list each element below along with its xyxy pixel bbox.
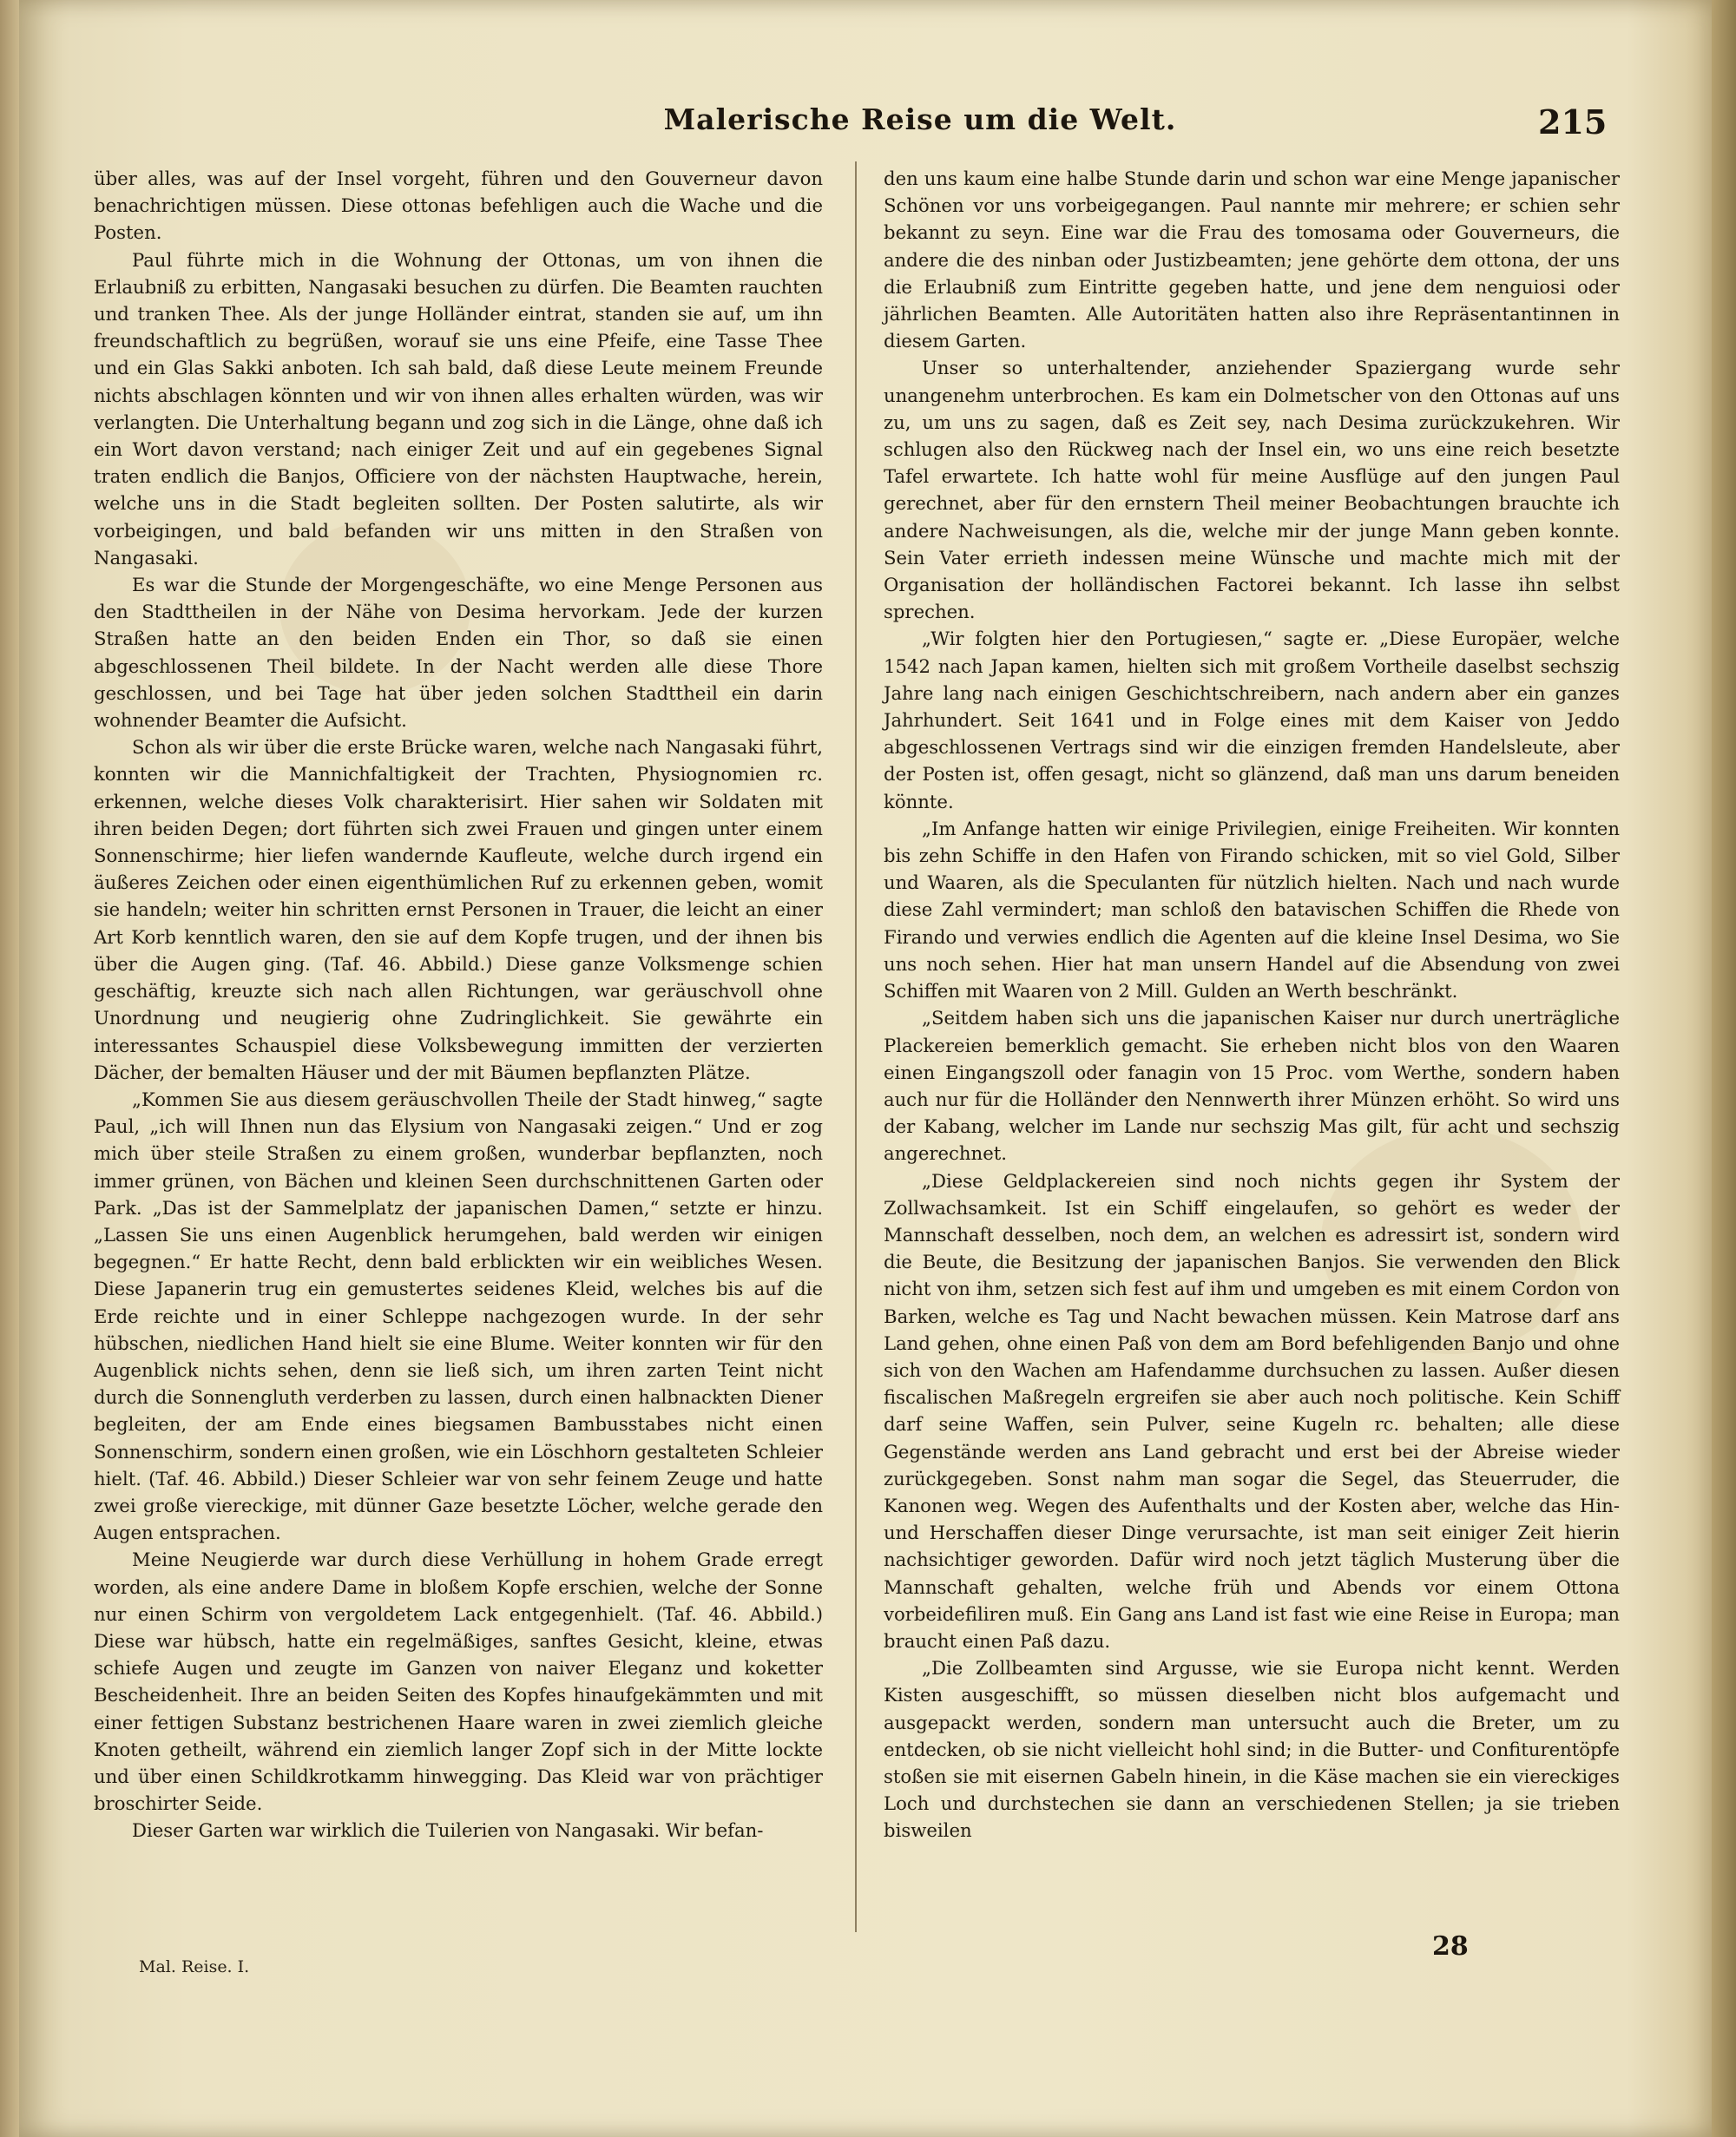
sheet-number: 28: [1432, 1931, 1469, 1962]
paragraph: Schon als wir über die erste Brücke waren, welche nach Nangasaki führt, konnten wir die Mannichfaltigkeit der Trachten, Physiognomien rc. erkennen, welche dieses Volk charakterisirt. Hier sahen wir Soldaten mit ihren beiden Degen; dort führten sich zwei Frauen und gingen unter einem Sonnenschirme; hier liefen wandernde Kaufleute, welche durch irgend ein äußeres Zeichen oder einen eigenthümlichen Ruf zu erkennen geben, womit sie handeln; weiter hin schritten ernst Personen in Trauer, die leicht an einer Art Korb kenntlich waren, den sie auf dem Kopfe trugen, und der ihnen bis über die Augen ging. (Taf. 46. Abbild.) Diese ganze Volksmenge schien geschäftig, kreuzte sich nach allen Richtungen, war geräuschvoll ohne Unordnung und neugierig ohne Zudringlichkeit. Sie gewährte ein interessantes Schauspiel diese Volksbewegung immitten der verzierten Dächer, der bemalten Häuser und der mit Bäumen bepflanzten Plätze.: [94, 736, 823, 1083]
paragraph: „Diese Geldplackereien sind noch nichts gegen ihr System der Zollwachsamkeit. Ist ein Schiff eingelaufen, so gehört es weder der Mannschaft desselben, noch dem, an welchen es adressirt ist, sondern wird die Beute, die Besitzung der japanischen Banjos. Sie verwenden den Blick nicht von ihm, setzen sich fest auf ihm und umgeben es mit einem Cordon von Barken, welche es Tag und Nacht bewachen müssen. Kein Matrose darf ans Land gehen, ohne einen Paß von dem am Bord befehligenden Banjo und ohne sich von den Wachen am Hafendamme durchsuchen zu lassen. Außer diesen fiscalischen Maßregeln ergreifen sie aber auch noch politische. Kein Schiff darf seine Waffen, sein Pulver, seine Kugeln rc. behalten; alle diese Gegenstände werden ans Land gebracht und erst bei der Abreise wieder zurückgegeben. Sonst nahm man sogar die Segel, das Steuerruder, die Kanonen weg. Wegen des Aufenthalts und der Kosten aber, welche das Hin- und Herschaffen dieser Dinge verursachte, ist man seit einiger Zeit hierin nachsichtiger geworden. Dafür wird noch jetzt täglich Musterung über die Mannschaft gehalten, welche früh und Abends vor einem Ottona vorbeidefiliren muß. Ein Gang ans Land ist fast wie eine Reise in Europa; man braucht einen Paß dazu.: [884, 1169, 1620, 1652]
paragraph: „Wir folgten hier den Portugiesen,“ sagte er. „Diese Europäer, welche 1542 nach Japan kamen, hielten sich mit großem Vortheile daselbst sechszig Jahre lang nach einigen Geschichtschreibern, nach andern aber ein ganzes Jahrhundert. Seit 1641 und in Folge eines mit dem Kaiser von Jeddo abgeschlossenen Vertrags sind wir die einzigen fremden Handelsleute, aber der Posten ist, offen gesagt, nicht so glänzend, daß man uns darum beneiden könnte.: [884, 628, 1620, 812]
left-column: [94, 165, 823, 1844]
paragraph: Dieser Garten war wirklich die Tuilerien von Nangasaki. Wir befan-: [132, 1819, 764, 1842]
running-title: Malerische Reise um die Welt.: [663, 102, 1177, 136]
page-number: 215: [1538, 102, 1608, 141]
paragraph: über alles, was auf der Insel vorgeht, führen und den Gouverneur davon benachrichtigen müssen. Diese ottonas befehligen auch die Wache und die Posten.: [94, 168, 823, 244]
paragraph: Paul führte mich in die Wohnung der Ottonas, um von ihnen die Erlaubniß zu erbitten, Nangasaki besuchen zu dürfen. Die Beamten rauchten und tranken Thee. Als der junge Holländer eintrat, standen sie auf, um ihn freundschaftlich zu begrüßen, worauf sie uns eine Pfeife, eine Tasse Thee und ein Glas Sakki anboten. Ich sah bald, daß diese Leute meinem Freunde nichts abschlagen könnten und wir von ihnen alles erhalten würden, was wir verlangten. Die Unterhaltung begann und zog sich in die Länge, ohne daß ich ein Wort davon verstand; nach einiger Zeit und auf ein gegebenes Signal traten endlich die Banjos, Officiere von der nächsten Hauptwache, herein, welche uns in die Stadt begleiten sollten. Der Posten salutirte, als wir vorbeigingen, und bald befanden wir uns mitten in den Straßen von Nangasaki.: [94, 248, 823, 569]
paragraph: Meine Neugierde war durch diese Verhüllung in hohem Grade erregt worden, als eine andere Dame in bloßem Kopfe erschien, welche der Sonne nur einen Schirm von vergoldetem Lack entgegenhielt. (Taf. 46. Abbild.) Diese war hübsch, hatte ein regelmäßiges, sanftes Gesicht, kleine, etwas schiefe Augen und zeugte im Ganzen von naiver Eleganz und koketter Bescheidenheit. Ihre an beiden Seiten des Kopfes hinaufgekämmten und mit einer fettigen Substanz bestrichenen Haare waren in zwei ziemlich gleiche Knoten getheilt, während ein ziemlich langer Zopf sich in der Mitte lockte und über einen Schildkrotkamm hinwegging. Das Kleid war von prächtiger broschirter Seide.: [94, 1549, 823, 1815]
column-divider: [855, 161, 857, 1932]
paragraph: „Im Anfange hatten wir einige Privilegien, einige Freiheiten. Wir konnten bis zehn Schiffe in den Hafen von Firando schicken, mit so viel Gold, Silber und Waaren, als die Speculanten für nützlich hielten. Nach und nach wurde diese Zahl vermindert; man schloß den batavischen Schiffen die Rhede von Firando und verwies endlich die Agenten auf die kleine Insel Desima, wo Sie uns noch sehen. Hier hat man unsern Handel auf die Absendung von zwei Schiffen mit Waaren von 2 Mill. Gulden an Werth beschränkt.: [884, 817, 1620, 1003]
paragraph: Unser so unterhaltender, anziehender Spaziergang wurde sehr unangenehm unterbrochen. Es kam ein Dolmetscher von den Ottonas auf uns zu, um uns zu sagen, daß es Zeit sey, nach Desima zurückzukehren. Wir schlugen also den Rückweg nach der Insel ein, wo uns eine reich besetzte Tafel erwartete. Ich hatte wohl für meine Ausflüge auf den jungen Paul gerechnet, aber für den ernstern Theil meiner Beobachtungen brauchte ich andere Nachweisungen, als die, welche mir der junge Mann geben konnte. Sein Vater errieth indessen meine Wünsche und machte mich mit der Organisation der holländischen Factorei bekannt. Ich lasse ihn selbst sprechen.: [884, 357, 1620, 623]
paragraph: „Kommen Sie aus diesem geräuschvollen Theile der Stadt hinweg,“ sagte Paul, „ich will Ihnen nun das Elysium von Nangasaki zeigen.“ Und er zog mich über steile Straßen zu einem großen, wunderbar bepflanzten, noch immer grünen, von Bächen und kleinen Seen durchschnittenen Garten oder Park. „Das ist der Sammelplatz der japanischen Damen,“ setzte er hinzu. „Lassen Sie uns einen Augenblick herumgehen, bald werden wir einigen begegnen.“ Er hatte Recht, denn bald erblickten wir ein weibliches Wesen. Diese Japanerin trug ein gemustertes seidenes Kleid, welches bis auf die Erde reichte und in einer Schleppe nachgezogen wurde. In der sehr hübschen, niedlichen Hand hielt sie eine Blume. Weiter konnten wir für den Augenblick nichts sehen, denn sie ließ sich, um ihren zarten Teint nicht durch die Sonnengluth verderben zu lassen, durch einen halbnackten Diener begleiten, der am Ende eines biegsamen Bambusstabes nicht einen Sonnenschirm, sondern einen großen, wie ein Löschhorn gestalteten Schleier hielt. (Taf. 46. Abbild.) Dieser Schleier war von sehr feinem Zeuge und hatte zwei große viereckige, mit dünner Gaze besetzte Löcher, welche gerade den Augen entsprachen.: [94, 1088, 823, 1544]
page-edge: [1712, 0, 1736, 2137]
book-gutter: [0, 0, 19, 2137]
paragraph: Es war die Stunde der Morgengeschäfte, wo eine Menge Personen aus den Stadttheilen in der Nähe von Desima hervorkam. Jede der kurzen Straßen hatte an den beiden Enden ein Thor, so daß sie einen abgeschlossenen Theil bildete. In der Nacht werden alle diese Thore geschlossen, und bei Tage hat über jeden solchen Stadttheil ein darin wohnender Beamter die Aufsicht.: [94, 574, 823, 732]
paragraph: „Die Zollbeamten sind Argusse, wie sie Europa nicht kennt. Werden Kisten ausgeschifft, so müssen dieselben nicht blos aufgemacht und ausgepackt werden, sondern man untersucht auch die Breter, um zu entdecken, ob sie nicht vielleicht hohl sind; in die Butter- und Confiturentöpfe stoßen sie mit eisernen Gabeln hinein, in die Käse machen sie ein viereckiges Loch und durchstechen sie dann an verschiedenen Stellen; ja sie trieben bisweilen: [884, 1657, 1620, 1842]
right-column: [884, 165, 1620, 1844]
paragraph: den uns kaum eine halbe Stunde darin und schon war eine Menge japanischer Schönen vor uns vorbeigegangen. Paul nannte mir mehrere; er schien sehr bekannt zu seyn. Eine war die Frau des tomosama oder Gouverneurs, die andere die des ninban oder Justizbeamten; jene gehörte dem ottona, der uns die Erlaubniß zum Eintritte gegeben hatte, und jene dem nenguiosi oder jährlichen Beamten. Alle Autoritäten hatten also ihre Repräsentantinnen in diesem Garten.: [884, 168, 1620, 352]
paragraph: „Seitdem haben sich uns die japanischen Kaiser nur durch unerträgliche Plackereien bemerklich gemacht. Sie erheben nicht blos von den Waaren einen Eingangszoll oder fanagin von 15 Proc. vom Werthe, sondern haben auch nur für die Holländer den Nennwerth ihrer Münzen erhöht. So wird uns der Kabang, welcher im Lande nur sechszig Mas gilt, für acht und sechszig angerechnet.: [884, 1007, 1620, 1165]
sheet-signature: Mal. Reise. I.: [139, 1957, 250, 1976]
